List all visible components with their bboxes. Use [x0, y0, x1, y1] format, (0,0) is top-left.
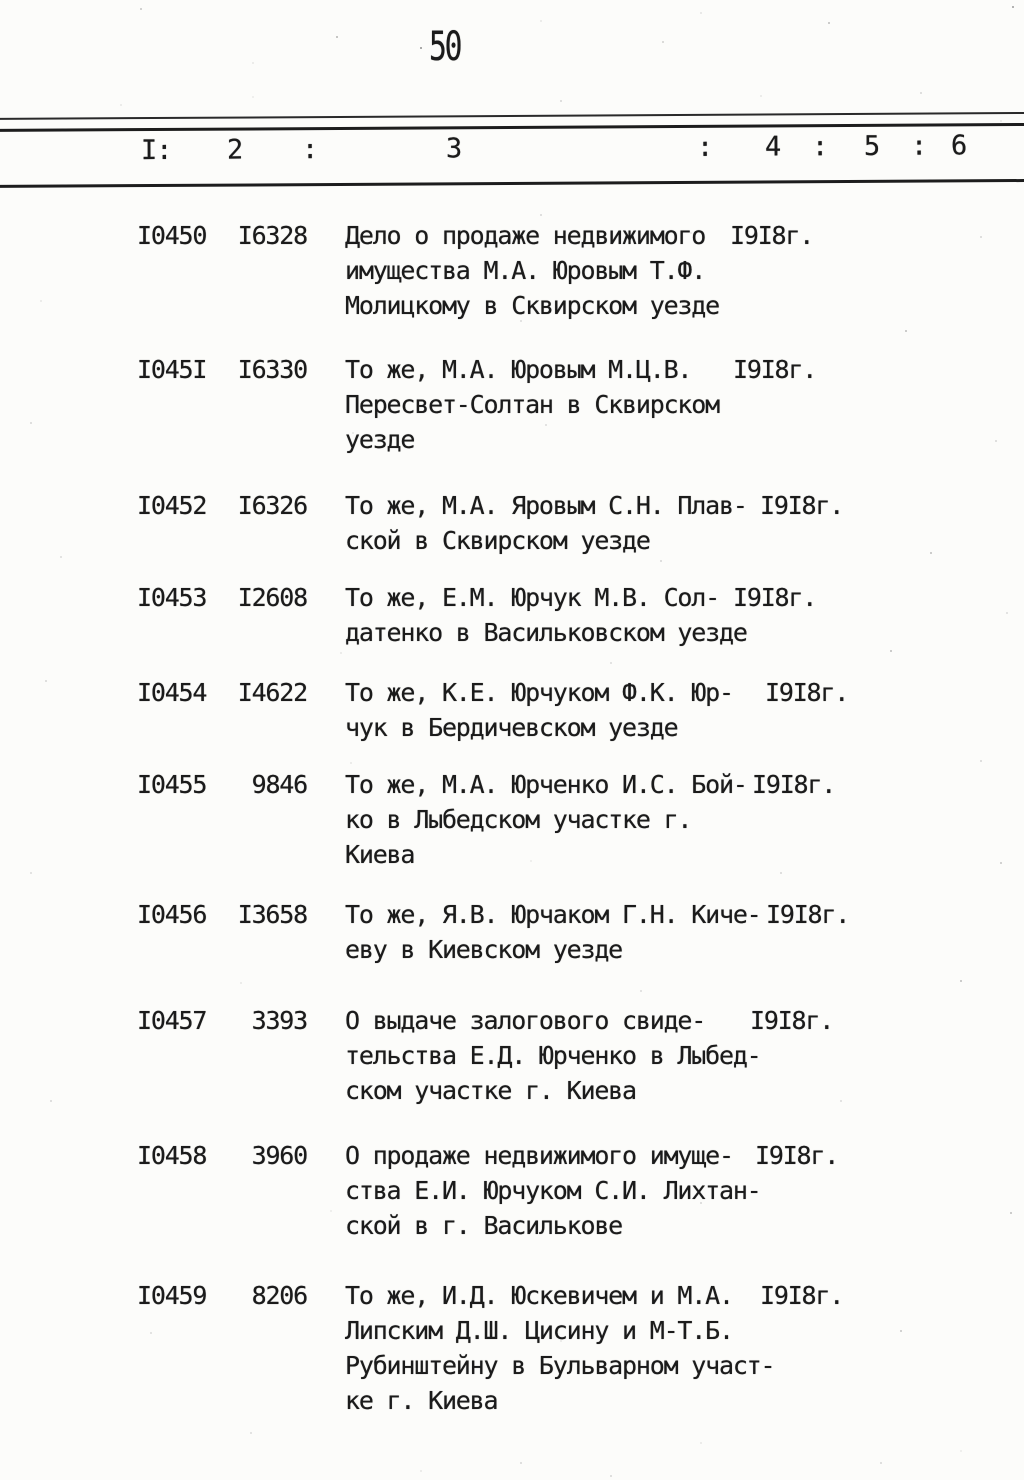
description: То же, М.А. Яровым С.Н. Плав- ской в Сквирском уезде: [345, 491, 747, 555]
record-number: I0452: [137, 491, 207, 520]
column-header-2: 2: [226, 134, 243, 166]
year: I9I8г.: [765, 678, 849, 707]
year: I9I8г.: [752, 770, 836, 799]
description: То же, М.А. Юровым М.Ц.В. Пересвет-Солтан в Сквирском уезде: [345, 355, 719, 454]
column-separator: :: [696, 131, 713, 163]
year: I9I8г.: [733, 583, 817, 612]
year: I9I8г.: [733, 355, 817, 384]
description: То же, М.А. Юрченко И.С. Бой- ко в Лыбедском участке г. Киева: [345, 770, 747, 869]
column-separator: :: [910, 130, 927, 162]
record-number: I0454: [137, 678, 207, 707]
description: О продаже недвижимого имуще- ства Е.И. Юрчуком С.И. Лихтан- ской в г. Василькове: [345, 1141, 761, 1240]
record-number: I0457: [137, 1006, 207, 1035]
column-header-3: 3: [445, 133, 462, 165]
column-header-5: 5: [863, 130, 880, 162]
year: I9I8г.: [755, 1141, 839, 1170]
file-number: 8206: [251, 1281, 307, 1310]
year: I9I8г.: [730, 221, 814, 250]
table-header: [0, 0, 1024, 213]
file-number: 9846: [251, 770, 307, 799]
column-separator: :: [811, 131, 828, 163]
description: То же, Е.М. Юрчук М.В. Сол- датенко в Васильковском уезде: [345, 583, 747, 647]
file-number: I6328: [237, 221, 307, 250]
record-number: I0459: [137, 1281, 207, 1310]
description: То же, Я.В. Юрчаком Г.Н. Киче- еву в Киевском уезде: [345, 900, 761, 964]
description: То же, И.Д. Юскевичем и М.А. Липским Д.Ш. Цисину и М-Т.Б. Рубинштейну в Бульварном участ- ке г. Киева: [345, 1281, 775, 1415]
record-number: I0450: [137, 221, 207, 250]
header-rule-bottom: [0, 179, 1024, 188]
record-number: I0453: [137, 583, 207, 612]
file-number: I6330: [237, 355, 307, 384]
year: I9I8г.: [760, 1281, 844, 1310]
year: I9I8г.: [760, 491, 844, 520]
file-number: I2608: [237, 583, 307, 612]
record-number: I0458: [137, 1141, 207, 1170]
file-number: I4622: [237, 678, 307, 707]
column-separator: :: [301, 134, 318, 166]
file-number: I3658: [237, 900, 307, 929]
record-number: I0456: [137, 900, 207, 929]
header-rule-top-thin: [0, 112, 1024, 120]
scan-noise: [0, 0, 2, 2]
description: То же, К.Е. Юрчуком Ф.К. Юр- чук в Бердичевском уезде: [345, 678, 733, 742]
column-header-4: 4: [764, 131, 781, 163]
column-header-1: I:: [140, 134, 172, 167]
record-number: I045I: [137, 355, 207, 384]
file-number: 3960: [251, 1141, 307, 1170]
description: О выдаче залогового свиде- тельства Е.Д. Юрченко в Лыбед- ском участке г. Киева: [345, 1006, 761, 1105]
description: Дело о продаже недвижимого имущества М.А. Юровым Т.Ф. Молицкому в Сквирском уезде: [345, 221, 719, 320]
page-number: 50: [429, 24, 461, 70]
year: I9I8г.: [766, 900, 850, 929]
file-number: 3393: [251, 1006, 307, 1035]
column-header-6: 6: [950, 130, 967, 162]
record-number: I0455: [137, 770, 207, 799]
file-number: I6326: [237, 491, 307, 520]
year: I9I8г.: [750, 1006, 834, 1035]
